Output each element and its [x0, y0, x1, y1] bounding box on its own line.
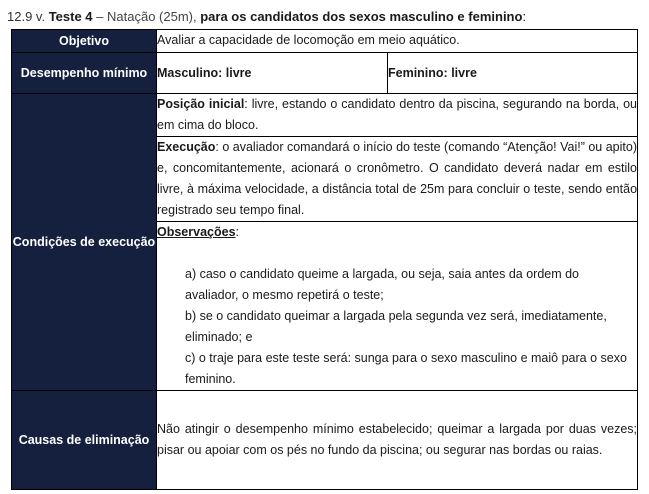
- label-objetivo: Objetivo: [12, 30, 157, 53]
- execucao: [157, 137, 638, 222]
- test-table: [11, 29, 638, 490]
- observacoes: [157, 222, 638, 391]
- test-target: para os candidatos dos sexos masculino e feminino: [200, 9, 523, 24]
- row-desempenho: [12, 53, 638, 94]
- section-number: 12.9 v.: [7, 9, 46, 24]
- label-causas: Causas de eliminação: [12, 391, 157, 490]
- execucao-title: Execução: [157, 140, 216, 154]
- causas-text: Não atingir o desempenho mínimo estabelecido; queimar a largada por duas vezes; pisar ou apoiar com os pés no fundo da piscina; ou segurar nas bordas ou raias.: [157, 391, 638, 490]
- label-desempenho: Desempenho mínimo: [12, 53, 157, 94]
- obs-item-c: c) o traje para este teste será: sunga para o sexo masculino e maiô para o sexo feminino.: [185, 351, 627, 386]
- objetivo-text: Avaliar a capacidade de locomoção em meio aquático.: [157, 30, 638, 53]
- heading-dash: –: [96, 9, 104, 24]
- desempenho-masculino: Masculino: livre: [157, 53, 388, 94]
- desempenho-feminino: Feminino: livre: [388, 53, 638, 94]
- heading-colon: :: [522, 9, 527, 24]
- posicao-inicial: [157, 94, 638, 137]
- section-heading: [7, 9, 526, 24]
- test-title: Teste 4: [48, 9, 93, 24]
- label-condicoes: Condições de execução: [12, 94, 157, 391]
- row-causas: [12, 391, 638, 490]
- row-posicao: [12, 94, 638, 137]
- execucao-text: : o avaliador comandará o início do teste (comando “Atenção! Vai!” ou apito) e, concomitantemente, acionará o cronômetro. O candidato deverá nadar em estilo livre, à máxima velocidade, a distância total de 25m para concluir o teste, sendo então registrado seu tempo final.: [157, 140, 638, 217]
- obs-item-b: b) se o candidato queimar a largada pela segunda vez será, imediatamente, eliminado; e: [185, 309, 607, 344]
- obs-title: Observações: [157, 225, 236, 239]
- obs-item-a: a) caso o candidato queime a largada, ou seja, saia antes da ordem do avaliador, o mesmo repetirá o teste;: [185, 267, 580, 302]
- row-objetivo: [12, 30, 638, 53]
- test-name: Natação (25m),: [107, 9, 197, 24]
- posicao-title: Posição inicial: [157, 97, 245, 111]
- posicao-text: : livre, estando o candidato dentro da piscina, segurando na borda, ou em cima do bloco.: [157, 97, 638, 132]
- obs-colon: :: [235, 225, 240, 239]
